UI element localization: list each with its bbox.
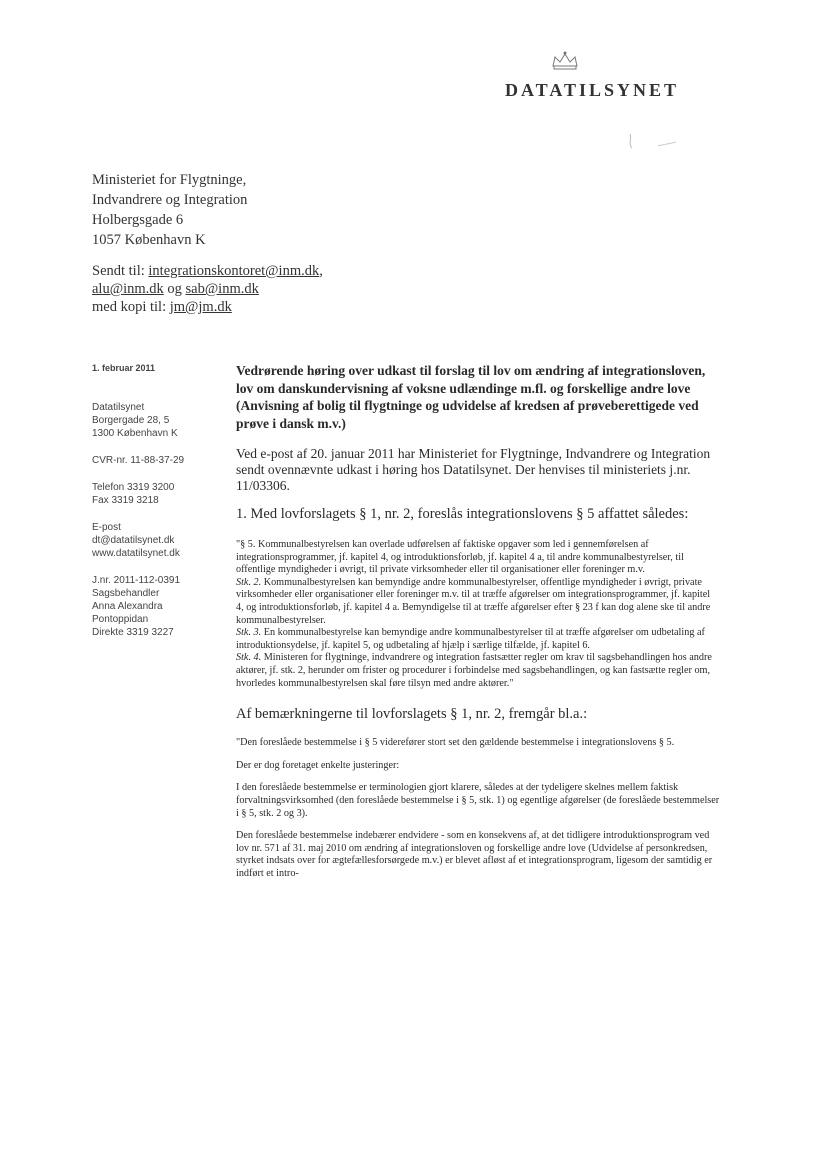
cvr-number: CVR-nr. 11-88-37-29: [92, 455, 185, 466]
quote-text: Kommunalbestyrelsen kan bemyndige andre kommunalbestyrelser, offentlige myndigheder i øvrigt, private virksomheder eller organisationer eller foreninger m.v. til at træffe afgørelser om integrationsprogrammer, jf. kapitel 4, og introduktionsforløb, jf. kapitel 4 a. Bemyndigelse til at træffe afgørelser efter § 23 f kan dog alene ske til andre kommunalbestyrelser.: [236, 576, 711, 626]
sendto-label: Sendt til:: [92, 263, 145, 279]
email-link[interactable]: alu@inm.dk: [92, 281, 164, 297]
sidebar-line: Anna Alexandra: [92, 601, 163, 612]
quote-paragraph: "§ 5. Kommunalbestyrelsen kan overlade udførelsen af faktiske opgaver som led i gennemførelsen af integrationsprogrammer, jf. kapitel 4, og introduktionsforløb, jf. kapitel 4 a, til andre kommunalbestyrelser, til offentlige myndigheder i øvrigt, til private virksomheder eller til organisationer eller foreninger m.v.: [236, 539, 684, 576]
contact-block: [92, 521, 232, 560]
sidebar-line[interactable]: dt@datatilsynet.dk: [92, 535, 175, 546]
sidebar-line: Direkte 3319 3227: [92, 627, 174, 638]
sidebar-line: Fax 3319 3218: [92, 495, 159, 506]
quote-paragraph: [236, 627, 720, 652]
stk-label: Stk. 3.: [236, 627, 262, 639]
and-text: og: [167, 281, 182, 297]
email-link[interactable]: sab@inm.dk: [185, 281, 259, 297]
copy-label: med kopi til:: [92, 299, 167, 315]
address-line: Holbergsgade 6: [92, 212, 184, 228]
sidebar-line: Pontoppidan: [92, 614, 149, 625]
email-link[interactable]: jm@jm.dk: [169, 299, 232, 315]
comma: ,: [319, 263, 323, 279]
sidebar-line: E-post: [92, 522, 121, 533]
recipient-address: [92, 170, 247, 250]
phone-block: [92, 481, 232, 507]
stk-label: Stk. 2.: [236, 576, 262, 588]
sidebar-line: 1300 København K: [92, 428, 178, 439]
quote-text: En kommunalbestyrelse kan bemyndige andre kommunalbestyrelser til at træffe afgørelser om udbetaling af introduktionsydelse, jf. kapitel 5, og udbetaling af hjælp i særlige tilfælde, jf. kapitel 6.: [236, 627, 705, 651]
remark-paragraph: "Den foreslåede bestemmelse i § 5 viderefører stort set den gældende bestemmelse i integrationslovens § 5.: [236, 737, 675, 749]
section-heading: Af bemærkningerne til lovforslagets § 1, nr. 2, fremgår bl.a.:: [236, 706, 588, 723]
intro-paragraph: Ved e-post af 20. januar 2011 har Ministeriet for Flygtninge, Indvandrere og Integration sendt ovennævnte udkast i høring hos Datatilsynet. Der henvises til ministeriets j.nr. 11/03306.: [236, 446, 711, 493]
stk-label: Stk. 4.: [236, 652, 262, 664]
remark-paragraph: Der er dog foretaget enkelte justeringer:: [236, 759, 400, 771]
quote-text: Ministeren for flygtninge, indvandrere og integration fastsætter regler om krav til sagsbehandlingen hos andre aktører, jf. stk. 2, herunder om frister og procedurer i forbindelse med sagsbehandlingen, og kan fastsætte regler om, hvorledes kommunalbestyrelsen skal føre tilsyn med andre aktører.": [236, 652, 712, 689]
law-quote: [236, 539, 720, 690]
letter-body: [236, 362, 720, 890]
subject-heading: Vedrørende høring over udkast til forslag til lov om ændring af integrationsloven, lov om danskundervisning af voksne udlændinge m.fl. og forskellige andre love (Anvisning af bolig til flygtninge og udvidelse af kredsen af prøveberettigede ved prøve i dansk m.v.): [236, 363, 706, 431]
sender-sidebar: [92, 362, 232, 653]
remark-paragraph: I den foreslåede bestemmelse er terminologien gjort klarere, således at der tydeligere skelnes mellem faktisk forvaltningsvirksomhed (den foreslåede bestemmelse i § 5, stk. 1) og egentlige afgørelser (de foreslåede bestemmelser i § 5, stk. 2 og 3).: [236, 782, 720, 819]
sidebar-line: J.nr. 2011-112-0391: [92, 575, 181, 586]
crown-icon: [550, 50, 580, 72]
letter-date: 1. februar 2011: [92, 363, 156, 373]
remark-paragraph: Den foreslåede bestemmelse indebærer endvidere - som en konsekvens af, at det tidligere introduktionsprogram ved lov nr. 571 af 31. maj 2010 om ændring af integrationsloven og forskellige andre love (Udvidelse af personkredsen, styrket indsats over for ægtefællesforsørgede m.v.) er blevet afløst af et integrationsprogram, ligesom der samtidig er indført et intro-: [236, 830, 713, 879]
sidebar-line: Datatilsynet: [92, 402, 145, 413]
address-line: Indvandrere og Integration: [92, 192, 248, 208]
quote-paragraph: [236, 652, 720, 690]
quote-paragraph: [236, 577, 720, 627]
section-heading: 1. Med lovforslagets § 1, nr. 2, foreslås integrationslovens § 5 affattet således:: [236, 506, 689, 522]
address-line: Ministeriet for Flygtninge,: [92, 172, 247, 188]
email-link[interactable]: integrationskontoret@inm.dk: [148, 263, 320, 279]
sidebar-line: Borgergade 28, 5: [92, 415, 170, 426]
logo-datatilsynet: DATATILSYNET: [505, 80, 680, 100]
sidebar-line: Sagsbehandler: [92, 588, 160, 599]
sidebar-line: Telefon 3319 3200: [92, 482, 175, 493]
case-block: [92, 574, 232, 639]
sender-address: [92, 401, 232, 440]
send-to-block: [92, 262, 323, 316]
sidebar-line[interactable]: www.datatilsynet.dk: [92, 548, 180, 559]
signature-mark-icon: [618, 128, 688, 158]
address-line: 1057 København K: [92, 232, 206, 248]
